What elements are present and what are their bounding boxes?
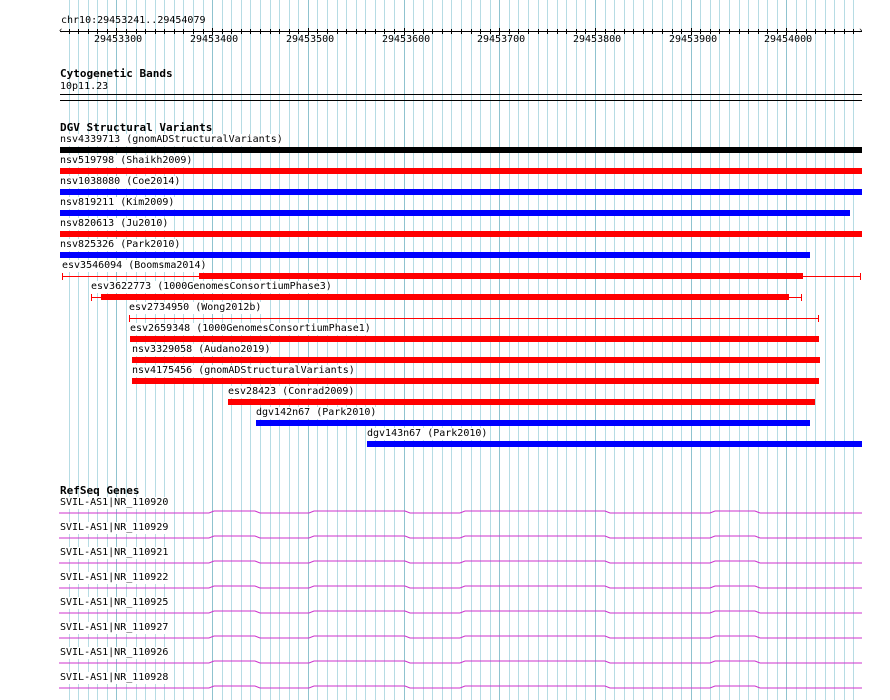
grid-line bbox=[624, 0, 625, 700]
ruler-tick bbox=[566, 29, 567, 34]
ruler-tick bbox=[88, 29, 89, 34]
ruler-tick bbox=[557, 29, 558, 34]
ruler-tick bbox=[844, 29, 845, 34]
ruler-tick bbox=[241, 29, 242, 34]
ruler-tick bbox=[471, 29, 472, 34]
grid-line bbox=[471, 0, 472, 700]
dgv-feature-ci-tick bbox=[62, 273, 63, 280]
grid-line bbox=[126, 0, 127, 700]
dgv-feature-ci-tick bbox=[801, 294, 802, 301]
ruler-tick bbox=[78, 29, 79, 34]
ruler-tick bbox=[461, 29, 462, 34]
dgv-feature-label[interactable]: nsv820613 (Ju2010) bbox=[60, 218, 169, 229]
ruler-tick bbox=[346, 29, 347, 34]
ruler-tick bbox=[337, 29, 338, 34]
dgv-feature-bar[interactable] bbox=[60, 189, 862, 195]
ruler-tick-label: 29453500 bbox=[286, 34, 335, 45]
grid-line bbox=[786, 0, 787, 700]
grid-line bbox=[566, 0, 567, 700]
ruler-tick bbox=[528, 29, 529, 34]
ruler-right-arrow-icon: › bbox=[858, 26, 864, 36]
dgv-feature-bar[interactable] bbox=[60, 168, 862, 174]
grid-line bbox=[614, 0, 615, 700]
dgv-feature-ci-tick bbox=[860, 273, 861, 280]
grid-line bbox=[451, 0, 452, 700]
ruler-tick bbox=[442, 29, 443, 34]
dgv-track-title: DGV Structural Variants bbox=[60, 121, 213, 134]
grid-line bbox=[652, 0, 653, 700]
ruler-tick-label: 29454000 bbox=[764, 34, 813, 45]
grid-line bbox=[710, 0, 711, 700]
dgv-feature-label[interactable]: esv3546094 (Boomsma2014) bbox=[62, 260, 207, 271]
ruler-tick bbox=[69, 29, 70, 34]
grid-line bbox=[346, 0, 347, 700]
ruler-tick bbox=[432, 29, 433, 34]
ruler-tick bbox=[279, 29, 280, 34]
dgv-feature-end-tick bbox=[818, 315, 819, 322]
grid-line bbox=[748, 0, 749, 700]
grid-line bbox=[69, 0, 70, 700]
ruler-tick-label: 29453800 bbox=[573, 34, 622, 45]
ruler-tick bbox=[739, 29, 740, 34]
grid-line bbox=[404, 0, 405, 700]
ruler-left-arrow-icon: ‹ bbox=[58, 26, 64, 36]
ruler-tick bbox=[662, 29, 663, 34]
grid-line bbox=[308, 0, 309, 700]
grid-line bbox=[499, 0, 500, 700]
dgv-feature-label[interactable]: dgv143n67 (Park2010) bbox=[367, 428, 488, 439]
refseq-gene-label[interactable]: SVIL-AS1|NR_110927 bbox=[60, 622, 169, 633]
refseq-gene-model[interactable] bbox=[59, 632, 863, 640]
dgv-feature-bar[interactable] bbox=[256, 420, 810, 426]
grid-line bbox=[509, 0, 510, 700]
grid-line bbox=[595, 0, 596, 700]
ruler-tick bbox=[633, 29, 634, 34]
ruler-tick bbox=[356, 29, 357, 34]
ruler-tick-label: 29453400 bbox=[190, 34, 239, 45]
ruler-tick bbox=[538, 29, 539, 34]
dgv-feature-label[interactable]: esv2734950 (Wong2012b) bbox=[129, 302, 262, 313]
ruler-tick bbox=[365, 29, 366, 34]
grid-line bbox=[538, 0, 539, 700]
dgv-feature-bar[interactable] bbox=[60, 147, 862, 153]
dgv-feature-end-tick bbox=[129, 315, 130, 322]
ruler-tick-label: 29453900 bbox=[669, 34, 718, 45]
grid-line bbox=[279, 0, 280, 700]
refseq-gene-label[interactable]: SVIL-AS1|NR_110920 bbox=[60, 497, 169, 508]
refseq-gene-model[interactable] bbox=[59, 657, 863, 665]
grid-line bbox=[116, 0, 117, 700]
ruler-tick bbox=[719, 29, 720, 34]
dgv-feature-label[interactable]: nsv825326 (Park2010) bbox=[60, 239, 181, 250]
refseq-gene-model[interactable] bbox=[59, 582, 863, 590]
grid-line bbox=[547, 0, 548, 700]
dgv-feature-bar[interactable] bbox=[228, 399, 815, 405]
grid-line bbox=[97, 0, 98, 700]
grid-line bbox=[461, 0, 462, 700]
refseq-gene-line bbox=[59, 611, 862, 613]
grid-line bbox=[853, 0, 854, 700]
refseq-gene-line bbox=[59, 511, 862, 513]
grid-line bbox=[777, 0, 778, 700]
grid-line bbox=[662, 0, 663, 700]
ruler-tick bbox=[643, 29, 644, 34]
grid-line bbox=[633, 0, 634, 700]
refseq-gene-model[interactable] bbox=[59, 557, 863, 565]
refseq-gene-line bbox=[59, 536, 862, 538]
ruler-tick bbox=[375, 29, 376, 34]
ruler-tick bbox=[729, 29, 730, 34]
grid-line bbox=[825, 0, 826, 700]
dgv-feature-bar[interactable] bbox=[132, 378, 819, 384]
ruler-tick bbox=[834, 29, 835, 34]
grid-line bbox=[758, 0, 759, 700]
refseq-track-title: RefSeq Genes bbox=[60, 484, 140, 497]
ruler-location: chr10:29453241..29454079 bbox=[61, 15, 206, 26]
dgv-feature-bar[interactable] bbox=[101, 294, 789, 300]
dgv-feature-label[interactable]: nsv1038080 (Coe2014) bbox=[60, 176, 181, 187]
grid-line bbox=[729, 0, 730, 700]
grid-line bbox=[327, 0, 328, 700]
grid-line bbox=[806, 0, 807, 700]
ruler-tick-label: 29453700 bbox=[477, 34, 526, 45]
grid-line bbox=[394, 0, 395, 700]
ruler-tick bbox=[748, 29, 749, 34]
grid-line bbox=[681, 0, 682, 700]
ruler-tick bbox=[183, 29, 184, 34]
refseq-gene-line bbox=[59, 686, 862, 688]
grid-line bbox=[289, 0, 290, 700]
refseq-gene-line bbox=[59, 636, 862, 638]
dgv-feature-bar[interactable] bbox=[367, 441, 862, 447]
grid-line bbox=[557, 0, 558, 700]
grid-line bbox=[576, 0, 577, 700]
dgv-feature-label[interactable]: nsv4175456 (gnomADStructuralVariants) bbox=[132, 365, 355, 376]
ruler-tick bbox=[624, 29, 625, 34]
refseq-gene-line bbox=[59, 586, 862, 588]
ruler-tick bbox=[155, 29, 156, 34]
ruler-tick-label: 29453300 bbox=[94, 34, 143, 45]
dgv-feature-bar[interactable] bbox=[60, 231, 862, 237]
refseq-gene-line bbox=[59, 661, 862, 663]
grid-line bbox=[298, 0, 299, 700]
refseq-gene-label[interactable]: SVIL-AS1|NR_110928 bbox=[60, 672, 169, 683]
dgv-feature-label[interactable]: esv3622773 (1000GenomesConsortiumPhase3) bbox=[91, 281, 332, 292]
grid-line bbox=[844, 0, 845, 700]
refseq-gene-model[interactable] bbox=[59, 532, 863, 540]
dgv-feature-bar[interactable] bbox=[130, 336, 819, 342]
grid-line bbox=[528, 0, 529, 700]
refseq-gene-model[interactable] bbox=[59, 607, 863, 615]
ruler-tick bbox=[758, 29, 759, 34]
grid-line bbox=[605, 0, 606, 700]
grid-line bbox=[423, 0, 424, 700]
dgv-feature-label[interactable]: nsv519798 (Shaikh2009) bbox=[60, 155, 193, 166]
dgv-feature-bar[interactable] bbox=[129, 318, 818, 319]
refseq-gene-label[interactable]: SVIL-AS1|NR_110926 bbox=[60, 647, 169, 658]
grid-line bbox=[719, 0, 720, 700]
refseq-gene-label[interactable]: SVIL-AS1|NR_110921 bbox=[60, 547, 169, 558]
grid-line bbox=[432, 0, 433, 700]
dgv-feature-ci-tick bbox=[91, 294, 92, 301]
ruler-tick bbox=[547, 29, 548, 34]
refseq-gene-label[interactable]: SVIL-AS1|NR_110929 bbox=[60, 522, 169, 533]
cytoband-line-top bbox=[60, 94, 862, 95]
refseq-gene-line bbox=[59, 561, 862, 563]
grid-line bbox=[375, 0, 376, 700]
grid-line bbox=[585, 0, 586, 700]
ruler-tick bbox=[250, 29, 251, 34]
grid-line bbox=[815, 0, 816, 700]
grid-line bbox=[834, 0, 835, 700]
refseq-gene-label[interactable]: SVIL-AS1|NR_110925 bbox=[60, 597, 169, 608]
ruler-tick bbox=[164, 29, 165, 34]
grid-line bbox=[672, 0, 673, 700]
ruler-tick bbox=[451, 29, 452, 34]
grid-line bbox=[88, 0, 89, 700]
ruler-tick bbox=[270, 29, 271, 34]
dgv-feature-label[interactable]: esv28423 (Conrad2009) bbox=[228, 386, 355, 397]
ruler-tick bbox=[174, 29, 175, 34]
dgv-feature-label[interactable]: nsv4339713 (gnomADStructuralVariants) bbox=[60, 134, 283, 145]
ruler-tick bbox=[145, 29, 146, 34]
grid-line bbox=[365, 0, 366, 700]
dgv-feature-label[interactable]: nsv819211 (Kim2009) bbox=[60, 197, 175, 208]
grid-line bbox=[107, 0, 108, 700]
refseq-gene-model[interactable] bbox=[59, 507, 863, 515]
dgv-feature-label[interactable]: esv2659348 (1000GenomesConsortiumPhase1) bbox=[130, 323, 371, 334]
dgv-feature-bar[interactable] bbox=[199, 273, 803, 279]
grid-line bbox=[356, 0, 357, 700]
grid-line bbox=[317, 0, 318, 700]
ruler-tick bbox=[652, 29, 653, 34]
grid-line bbox=[384, 0, 385, 700]
grid-line bbox=[413, 0, 414, 700]
grid-line bbox=[78, 0, 79, 700]
ruler-tick bbox=[260, 29, 261, 34]
refseq-gene-label[interactable]: SVIL-AS1|NR_110922 bbox=[60, 572, 169, 583]
dgv-feature-label[interactable]: dgv142n67 (Park2010) bbox=[256, 407, 377, 418]
refseq-gene-model[interactable] bbox=[59, 682, 863, 690]
grid-line bbox=[643, 0, 644, 700]
grid-line bbox=[480, 0, 481, 700]
grid-line bbox=[700, 0, 701, 700]
grid-line bbox=[337, 0, 338, 700]
grid-line bbox=[691, 0, 692, 700]
grid-line bbox=[518, 0, 519, 700]
grid-line bbox=[490, 0, 491, 700]
cytoband-line-bottom bbox=[60, 100, 862, 101]
grid-line bbox=[442, 0, 443, 700]
cytoband-label: 10p11.23 bbox=[60, 81, 109, 92]
cytoband-track-title: Cytogenetic Bands bbox=[60, 67, 173, 80]
grid-line bbox=[739, 0, 740, 700]
grid-line bbox=[796, 0, 797, 700]
ruler-tick bbox=[815, 29, 816, 34]
ruler-tick-label: 29453600 bbox=[382, 34, 431, 45]
grid-line bbox=[767, 0, 768, 700]
ruler-tick bbox=[853, 29, 854, 34]
ruler-tick bbox=[825, 29, 826, 34]
dgv-feature-bar[interactable] bbox=[60, 210, 850, 216]
dgv-feature-bar[interactable] bbox=[60, 252, 810, 258]
dgv-feature-bar[interactable] bbox=[132, 357, 820, 363]
dgv-feature-label[interactable]: nsv3329058 (Audano2019) bbox=[132, 344, 271, 355]
